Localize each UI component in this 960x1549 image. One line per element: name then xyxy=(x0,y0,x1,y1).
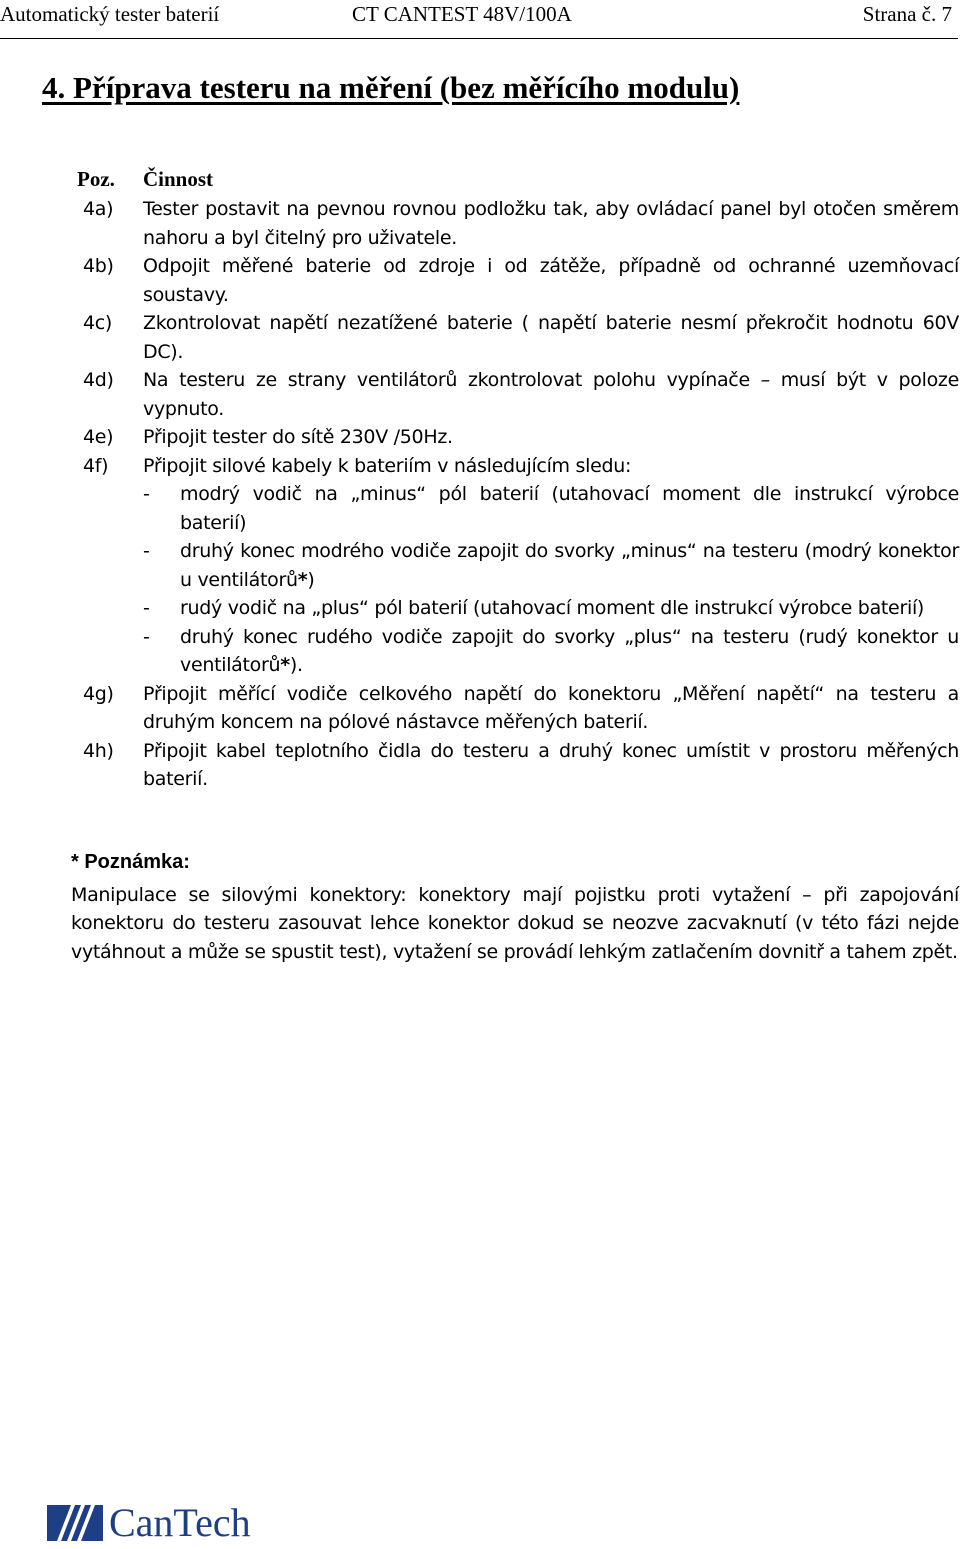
footnote-star: * xyxy=(280,654,290,676)
step-text: Připojit měřící vodiče celkového napětí do konektoru „Měření napětí“ na testeru a druhým koncem na pólové nástavce měřených baterií. xyxy=(143,682,959,733)
step-code: 4d) xyxy=(83,369,114,391)
cantech-logo xyxy=(47,1500,287,1548)
cable-connection-sublist xyxy=(143,480,959,680)
list-dash: - xyxy=(143,597,150,619)
list-item-text: druhý konec rudého vodiče zapojit do svorky „plus“ na testeru (rudý konektor u ventilátorů xyxy=(180,625,959,676)
step-code: 4a) xyxy=(83,198,114,220)
step-code: 4g) xyxy=(83,682,114,705)
note-title: * Poznámka: xyxy=(71,851,190,873)
step-text: Zkontrolovat napětí nezatížené baterie ( napětí baterie nesmí překročit hodnotu 60V DC). xyxy=(143,312,959,363)
step-4f xyxy=(83,452,959,680)
step-code: 4b) xyxy=(83,255,114,277)
step-4e xyxy=(83,423,959,452)
column-header-activity: Činnost xyxy=(143,167,214,191)
list-item xyxy=(143,594,959,623)
column-header-position: Poz. xyxy=(77,167,115,191)
step-text: Tester postavit na pevnou rovnou podložku tak, aby ovládací panel byl otočen směrem nahoru a byl čitelný pro uživatele. xyxy=(143,198,959,249)
steps-table xyxy=(0,165,960,794)
step-text: Na testeru ze strany ventilátorů zkontrolovat polohu vypínače – musí být v poloze vypnuto. xyxy=(143,369,959,420)
list-item-end: ). xyxy=(289,654,303,676)
page-header xyxy=(0,0,958,39)
list-dash: - xyxy=(143,540,150,562)
cantech-logo-mark-icon xyxy=(47,1505,103,1541)
step-code: 4f) xyxy=(83,454,109,477)
list-dash: - xyxy=(143,483,150,505)
list-item xyxy=(143,537,959,594)
header-document-title: Automatický tester baterií xyxy=(0,2,220,26)
note-text: Manipulace se silovými konektory: konektory mají pojistku proti vytažení – při zapojování konektoru do testeru zasouvat lehce konektor dokud se neozve zacvaknutí (v této fázi nejde vytáhnout a může se spustit test), vytažení se provádí lehkým zatlačením dovnitř a tahem zpět. xyxy=(71,883,959,963)
list-item xyxy=(143,623,959,680)
note-section xyxy=(71,848,959,966)
list-dash: - xyxy=(143,625,150,648)
list-item-text: modrý vodič na „minus“ pól baterií (utahovací moment dle instrukcí výrobce baterií) xyxy=(180,483,959,534)
step-4d xyxy=(83,366,959,423)
step-text: Připojit silové kabely k bateriím v následujícím sledu: xyxy=(143,454,632,477)
step-4h xyxy=(83,737,959,794)
step-code: 4e) xyxy=(83,426,114,448)
list-item-text: druhý konec modrého vodiče zapojit do svorky „minus“ na testeru (modrý konektor u ventilátorů xyxy=(180,540,959,591)
step-text: Připojit tester do sítě 230V /50Hz. xyxy=(143,426,453,448)
logo-wordmark: CanTech xyxy=(109,1500,251,1545)
step-code: 4c) xyxy=(83,312,113,334)
step-4g xyxy=(83,680,959,737)
step-text: Odpojit měřené baterie od zdroje i od zátěže, případně od ochranné uzemňovací soustavy. xyxy=(143,255,959,306)
steps-header-row xyxy=(0,165,960,195)
section-title: 4. Příprava testeru na měření (bez měřícího modulu) xyxy=(42,70,740,105)
list-item xyxy=(143,480,959,537)
list-item-end: ) xyxy=(307,568,315,591)
step-4b xyxy=(83,252,959,309)
header-product-name: CT CANTEST 48V/100A xyxy=(352,2,572,26)
step-4c xyxy=(83,309,959,366)
step-code: 4h) xyxy=(83,739,114,762)
footnote-star: * xyxy=(297,568,308,591)
list-item-text: rudý vodič na „plus“ pól baterií (utahovací moment dle instrukcí výrobce baterií) xyxy=(180,597,925,619)
step-text: Připojit kabel teplotního čidla do testeru a druhý konec umístit v prostoru měřených baterií. xyxy=(143,739,959,790)
step-4a xyxy=(83,195,959,252)
header-page-number: Strana č. 7 xyxy=(862,2,952,26)
